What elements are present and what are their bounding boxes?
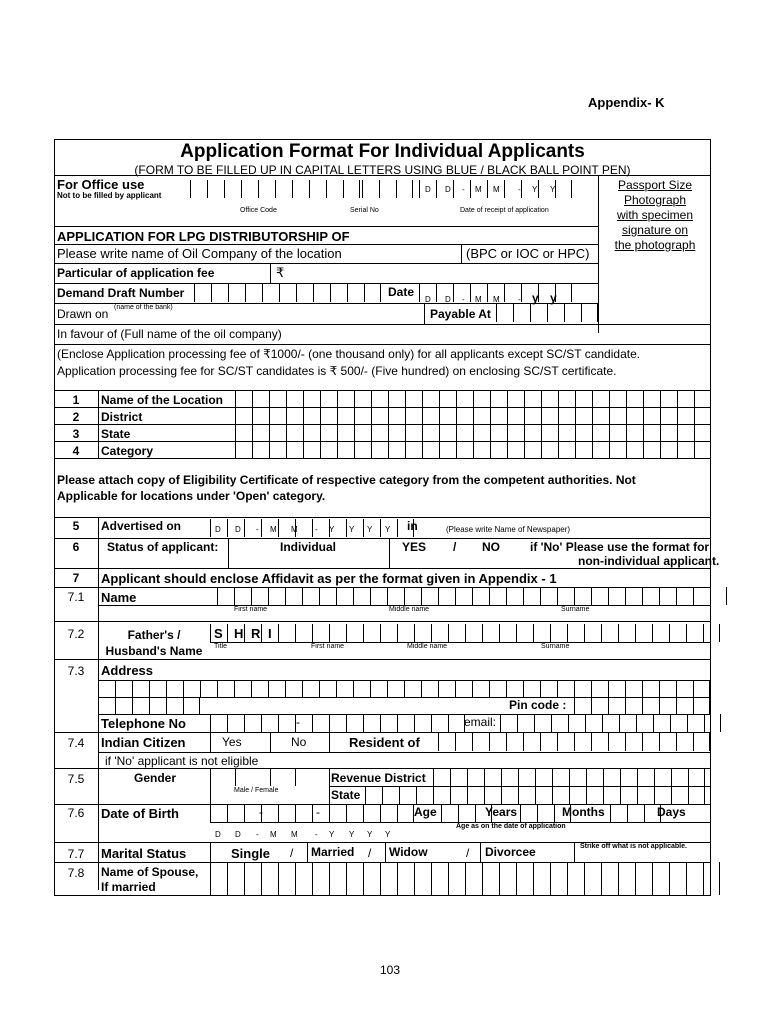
gender-options: Male / Female (234, 787, 279, 794)
age-label: Age (414, 805, 437, 819)
item-7-6-number: 7.6 (67, 806, 85, 820)
eligibility-note-1: Please attach copy of Eligibility Certificate of respective category from the competent authorities. Not (57, 473, 636, 487)
citizen-yes[interactable]: Yes (222, 735, 242, 749)
email-boxes[interactable] (500, 714, 721, 732)
shri-prefix: S H R I (214, 626, 272, 641)
advertised-in-label: in (407, 519, 418, 533)
item-7-3-number: 7.3 (67, 664, 85, 678)
category-boxes[interactable] (235, 441, 711, 459)
citizen-no[interactable]: No (291, 735, 307, 749)
dob-date-pattern: D D - M M - Y Y Y Y (215, 830, 391, 839)
resident-boxes[interactable] (438, 733, 710, 751)
telephone-label: Telephone No (101, 716, 186, 731)
oil-company-hint: (BPC or IOC or HPC) (466, 246, 590, 261)
item-labels (101, 392, 223, 460)
individual-option[interactable]: Individual (280, 540, 337, 554)
office-use-note: Not to be filled by applicant (57, 191, 162, 200)
receipt-date-caption: Date of receipt of application (460, 207, 549, 214)
revenue-district-label: Revenue District (331, 771, 426, 785)
item-7-1-number: 7.1 (67, 590, 85, 604)
drawn-on-label: Drawn on (57, 307, 109, 321)
form-subtitle: (FORM TO BE FILLED UP IN CAPITAL LETTERS USING BLUE / BLACK BALL POINT PEN) (134, 163, 631, 177)
item-7-7-number: 7.7 (67, 847, 85, 861)
dob-label: Date of Birth (101, 806, 179, 821)
serial-no-caption: Serial No (350, 207, 379, 214)
gender-label: Gender (134, 771, 177, 785)
telephone-boxes[interactable] (210, 714, 465, 732)
form-title: Application Format For Individual Applicants (180, 141, 585, 162)
age-note: Age as on the date of application (456, 823, 566, 830)
item-7-5-number: 7.5 (67, 772, 85, 786)
item-7-2-number: 7.2 (67, 627, 85, 641)
gender-state-boxes[interactable] (365, 786, 705, 804)
resident-of-label: Resident of (349, 735, 420, 750)
father-surname-caption: Surname (541, 643, 570, 650)
dd-date-label: Date (388, 285, 415, 299)
fee-label: Particular of application fee (57, 266, 215, 280)
affidavit-note: Applicant should enclose Affidavit as per the format given in Appendix - 1 (101, 571, 557, 586)
office-use-label: For Office use (57, 177, 145, 192)
item-7-8-number: 7.8 (67, 866, 85, 880)
father-name-boxes[interactable] (210, 624, 720, 642)
location-boxes[interactable] (235, 390, 711, 408)
address-line-2-boxes[interactable] (98, 697, 200, 715)
payable-at-label: Payable At (430, 307, 491, 321)
marital-slash-2: / (368, 846, 372, 860)
payable-at-boxes[interactable] (496, 304, 598, 322)
dob-boxes[interactable] (210, 804, 414, 822)
item-7-number: 7 (72, 571, 80, 585)
passport-photo-box[interactable]: Passport Size Photograph with specimen signature on the photograph (614, 178, 696, 252)
serial-no-boxes[interactable] (362, 180, 413, 198)
dd-number-label: Demand Draft Number (57, 286, 185, 300)
state-boxes[interactable] (235, 424, 711, 442)
father-first-caption: First name (311, 643, 345, 650)
strike-note: Strike off what is not applicable. (580, 843, 687, 850)
years-label: Years (485, 805, 518, 819)
page-number: 103 (380, 963, 401, 977)
surname-caption: Surname (561, 606, 590, 613)
father-label: Father's / Husband's Name (105, 628, 203, 658)
widow-option[interactable]: Widow (389, 845, 428, 859)
divorcee-option[interactable]: Divorcee (485, 845, 536, 859)
advertised-label: Advertised on (101, 519, 182, 533)
married-option[interactable]: Married (311, 845, 355, 859)
telephone-dash: - (296, 715, 300, 729)
name-label: Name (101, 590, 137, 605)
revenue-district-boxes[interactable] (433, 769, 705, 787)
item-7-4-number: 7.4 (67, 736, 85, 750)
item-5-number: 5 (72, 519, 80, 533)
dob-dash-1: - (259, 805, 263, 819)
oil-company-prompt: Please write name of Oil Company of the location (57, 246, 342, 261)
status-label: Status of applicant: (107, 540, 219, 554)
dd-number-boxes[interactable] (194, 284, 381, 302)
office-code-caption: Office Code (240, 207, 277, 214)
spouse-name-boxes[interactable] (210, 862, 720, 895)
location-label: Name of the Location (101, 393, 224, 407)
status-note-1: if 'No' Please use the format for (530, 540, 710, 554)
item-6-number: 6 (72, 540, 80, 554)
days-label: Days (657, 805, 686, 819)
marital-label: Marital Status (101, 846, 187, 861)
receipt-date-pattern: D D - M M - Y Y (425, 185, 556, 194)
pin-code-boxes[interactable] (574, 697, 710, 715)
category-label: Category (101, 444, 154, 458)
district-boxes[interactable] (235, 407, 711, 425)
spouse-label: Name of Spouse, If married (101, 865, 199, 894)
dob-dash-2: - (316, 805, 320, 819)
eligibility-note-2: Applicable for locations under 'Open' category. (57, 489, 326, 503)
status-yes-option[interactable]: YES (402, 540, 427, 554)
marital-slash-1: / (290, 846, 294, 860)
state-label: State (101, 427, 131, 441)
father-middle-caption: Middle name (407, 643, 448, 650)
citizen-note: if 'No' applicant is not eligible (105, 754, 259, 768)
application-heading: APPLICATION FOR LPG DISTRIBUTORSHIP OF (57, 229, 350, 244)
bank-hint: (name of the bank) (114, 304, 173, 311)
first-name-caption: First name (234, 606, 268, 613)
district-label: District (101, 410, 143, 424)
months-label: Months (562, 805, 605, 819)
newspaper-hint: (Please write Name of Newspaper) (446, 525, 571, 534)
status-no-option[interactable]: NO (482, 540, 500, 554)
fee-note-1: (Enclose Application processing fee of ₹1000/- (one thousand only) for all applicants except SC/ST candidate. (57, 347, 641, 361)
marital-slash-3: / (466, 846, 470, 860)
title-caption: Title (214, 643, 227, 650)
address-line-1-boxes[interactable] (98, 680, 710, 698)
middle-name-caption: Middle name (389, 606, 430, 613)
dd-date-pattern: D D - M M - y y (425, 291, 557, 305)
fee-note-2: Application processing fee for SC/ST candidates is ₹ 500/- (Five hundred) on enclosing SC/ST certificate. (57, 364, 617, 378)
appendix-label: Appendix- K (588, 95, 665, 110)
address-label: Address (101, 663, 154, 678)
citizen-label: Indian Citizen (101, 735, 186, 750)
email-label: email: (464, 715, 497, 729)
favour-label: In favour of (Full name of the oil company) (57, 327, 282, 341)
single-option[interactable]: Single (231, 846, 271, 861)
rupee-icon: ₹ (276, 265, 285, 280)
office-code-boxes[interactable] (190, 180, 360, 198)
item-numbers: 1 2 3 4 (72, 393, 80, 458)
pin-code-label: Pin code : (509, 698, 567, 712)
age-days-boxes[interactable] (610, 804, 661, 822)
advertised-date-pattern: D D - M M - Y Y Y Y (215, 525, 391, 534)
name-boxes[interactable] (98, 587, 727, 605)
gender-state-label: State (331, 788, 361, 802)
status-note-2: non-individual applicant. (578, 554, 720, 568)
status-slash: / (453, 540, 457, 554)
